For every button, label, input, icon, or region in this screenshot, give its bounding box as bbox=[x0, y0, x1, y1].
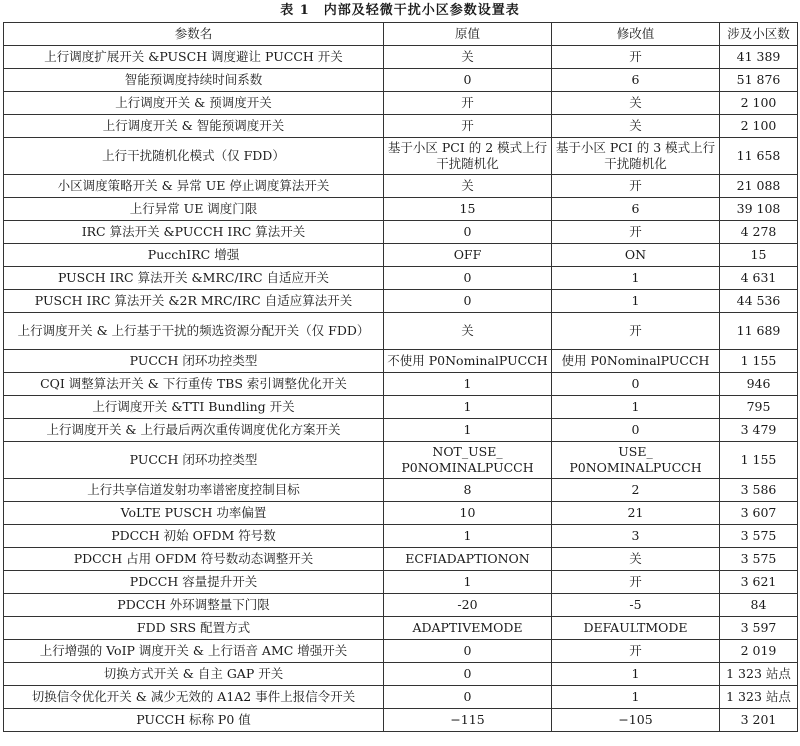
table-row bbox=[4, 198, 798, 221]
cell-count: 795 bbox=[720, 396, 798, 419]
cell-count: 15 bbox=[720, 244, 798, 267]
param-name: 上行增强的 VoIP 调度开关 & 上行语音 AMC 增强开关 bbox=[4, 640, 384, 663]
cell-count: 3 479 bbox=[720, 419, 798, 442]
table-row bbox=[4, 571, 798, 594]
param-name: 小区调度策略开关 & 异常 UE 停止调度算法开关 bbox=[4, 175, 384, 198]
cell-count: 2 100 bbox=[720, 92, 798, 115]
original-value: 1 bbox=[384, 571, 552, 594]
original-value: 1 bbox=[384, 525, 552, 548]
modified-value: 开 bbox=[552, 221, 720, 244]
table-row bbox=[4, 313, 798, 350]
modified-value: 0 bbox=[552, 419, 720, 442]
cell-count: 44 536 bbox=[720, 290, 798, 313]
table-row bbox=[4, 115, 798, 138]
cell-count: 39 108 bbox=[720, 198, 798, 221]
param-name: PDCCH 占用 OFDM 符号数动态调整开关 bbox=[4, 548, 384, 571]
header-cell-count: 涉及小区数 bbox=[720, 23, 798, 46]
modified-value: 2 bbox=[552, 479, 720, 502]
original-value: 0 bbox=[384, 267, 552, 290]
table-row bbox=[4, 525, 798, 548]
param-name: 上行调度开关 & 智能预调度开关 bbox=[4, 115, 384, 138]
original-value: 15 bbox=[384, 198, 552, 221]
param-name: PDCCH 容量提升开关 bbox=[4, 571, 384, 594]
table-row bbox=[4, 69, 798, 92]
original-value: ADAPTIVEMODE bbox=[384, 617, 552, 640]
cell-count: 3 586 bbox=[720, 479, 798, 502]
cell-count: 3 597 bbox=[720, 617, 798, 640]
table-row bbox=[4, 46, 798, 69]
table-row bbox=[4, 221, 798, 244]
param-name: PUCCH 标称 P0 值 bbox=[4, 709, 384, 732]
param-name: 上行调度开关 & 上行最后两次重传调度优化方案开关 bbox=[4, 419, 384, 442]
cell-count: 3 575 bbox=[720, 548, 798, 571]
original-value: ECFIADAPTIONON bbox=[384, 548, 552, 571]
param-name: 智能预调度持续时间系数 bbox=[4, 69, 384, 92]
modified-value: 开 bbox=[552, 640, 720, 663]
cell-count: 84 bbox=[720, 594, 798, 617]
original-value: OFF bbox=[384, 244, 552, 267]
parameter-table bbox=[3, 22, 798, 732]
cell-count: 21 088 bbox=[720, 175, 798, 198]
table-row bbox=[4, 617, 798, 640]
original-value: 0 bbox=[384, 686, 552, 709]
header-original-value: 原值 bbox=[384, 23, 552, 46]
table-row bbox=[4, 640, 798, 663]
cell-count: 4 278 bbox=[720, 221, 798, 244]
cell-count: 3 201 bbox=[720, 709, 798, 732]
table-row bbox=[4, 479, 798, 502]
param-name: PucchIRC 增强 bbox=[4, 244, 384, 267]
param-name: 上行调度开关 & 上行基于干扰的频选资源分配开关（仅 FDD） bbox=[4, 313, 384, 350]
param-name: PUSCH IRC 算法开关 &2R MRC/IRC 自适应算法开关 bbox=[4, 290, 384, 313]
modified-value: 关 bbox=[552, 548, 720, 571]
param-name: PUCCH 闭环功控类型 bbox=[4, 442, 384, 479]
original-value: 开 bbox=[384, 92, 552, 115]
header-modified-value: 修改值 bbox=[552, 23, 720, 46]
modified-value: USE_ P0NOMINALPUCCH bbox=[552, 442, 720, 479]
modified-value: 1 bbox=[552, 396, 720, 419]
original-value: −115 bbox=[384, 709, 552, 732]
table-row bbox=[4, 244, 798, 267]
modified-value: 0 bbox=[552, 373, 720, 396]
param-name: FDD SRS 配置方式 bbox=[4, 617, 384, 640]
original-value: 0 bbox=[384, 640, 552, 663]
modified-value: 开 bbox=[552, 313, 720, 350]
param-name: 切换方式开关 & 自主 GAP 开关 bbox=[4, 663, 384, 686]
original-value: 1 bbox=[384, 396, 552, 419]
modified-value: DEFAULTMODE bbox=[552, 617, 720, 640]
modified-value: -5 bbox=[552, 594, 720, 617]
param-name: 上行调度扩展开关 &PUSCH 调度避让 PUCCH 开关 bbox=[4, 46, 384, 69]
param-name: 上行调度开关 & 预调度开关 bbox=[4, 92, 384, 115]
table-row bbox=[4, 373, 798, 396]
original-value: 1 bbox=[384, 419, 552, 442]
cell-count: 1 323 站点 bbox=[720, 686, 798, 709]
cell-count: 3 621 bbox=[720, 571, 798, 594]
modified-value: 开 bbox=[552, 571, 720, 594]
header-param-name: 参数名 bbox=[4, 23, 384, 46]
table-row bbox=[4, 548, 798, 571]
original-value: 0 bbox=[384, 290, 552, 313]
original-value: 关 bbox=[384, 46, 552, 69]
table-row bbox=[4, 663, 798, 686]
original-value: 1 bbox=[384, 373, 552, 396]
modified-value: 1 bbox=[552, 686, 720, 709]
modified-value: 关 bbox=[552, 92, 720, 115]
param-name: PUCCH 闭环功控类型 bbox=[4, 350, 384, 373]
original-value: -20 bbox=[384, 594, 552, 617]
header-row bbox=[4, 23, 798, 46]
table-row bbox=[4, 290, 798, 313]
modified-value: 使用 P0NominalPUCCH bbox=[552, 350, 720, 373]
original-value: 0 bbox=[384, 69, 552, 92]
table-row bbox=[4, 138, 798, 175]
param-name: PUSCH IRC 算法开关 &MRC/IRC 自适应开关 bbox=[4, 267, 384, 290]
modified-value: 1 bbox=[552, 290, 720, 313]
modified-value: 1 bbox=[552, 267, 720, 290]
param-name: CQI 调整算法开关 & 下行重传 TBS 索引调整优化开关 bbox=[4, 373, 384, 396]
param-name: 切换信令优化开关 & 减少无效的 A1A2 事件上报信令开关 bbox=[4, 686, 384, 709]
original-value: 关 bbox=[384, 175, 552, 198]
table-row bbox=[4, 594, 798, 617]
cell-count: 1 155 bbox=[720, 350, 798, 373]
modified-value: 基于小区 PCI 的 3 模式上行干扰随机化 bbox=[552, 138, 720, 175]
param-name: PDCCH 外环调整量下门限 bbox=[4, 594, 384, 617]
original-value: 开 bbox=[384, 115, 552, 138]
modified-value: 开 bbox=[552, 46, 720, 69]
modified-value: 1 bbox=[552, 663, 720, 686]
modified-value: 21 bbox=[552, 502, 720, 525]
param-name: IRC 算法开关 &PUCCH IRC 算法开关 bbox=[4, 221, 384, 244]
param-name: VoLTE PUSCH 功率偏置 bbox=[4, 502, 384, 525]
param-name: 上行共享信道发射功率谱密度控制目标 bbox=[4, 479, 384, 502]
modified-value: −105 bbox=[552, 709, 720, 732]
param-name: PDCCH 初始 OFDM 符号数 bbox=[4, 525, 384, 548]
table-row bbox=[4, 419, 798, 442]
param-name: 上行调度开关 &TTI Bundling 开关 bbox=[4, 396, 384, 419]
original-value: 基于小区 PCI 的 2 模式上行干扰随机化 bbox=[384, 138, 552, 175]
table-row bbox=[4, 686, 798, 709]
table-caption: 表 1 内部及轻微干扰小区参数设置表 bbox=[280, 3, 520, 18]
original-value: 关 bbox=[384, 313, 552, 350]
cell-count: 2 019 bbox=[720, 640, 798, 663]
modified-value: 开 bbox=[552, 175, 720, 198]
cell-count: 11 689 bbox=[720, 313, 798, 350]
cell-count: 51 876 bbox=[720, 69, 798, 92]
cell-count: 4 631 bbox=[720, 267, 798, 290]
cell-count: 946 bbox=[720, 373, 798, 396]
original-value: 8 bbox=[384, 479, 552, 502]
original-value: NOT_USE_ P0NOMINALPUCCH bbox=[384, 442, 552, 479]
table-row bbox=[4, 267, 798, 290]
original-value: 0 bbox=[384, 221, 552, 244]
table-row bbox=[4, 396, 798, 419]
original-value: 10 bbox=[384, 502, 552, 525]
cell-count: 1 323 站点 bbox=[720, 663, 798, 686]
cell-count: 2 100 bbox=[720, 115, 798, 138]
modified-value: 6 bbox=[552, 198, 720, 221]
cell-count: 3 575 bbox=[720, 525, 798, 548]
param-name: 上行异常 UE 调度门限 bbox=[4, 198, 384, 221]
cell-count: 11 658 bbox=[720, 138, 798, 175]
modified-value: 关 bbox=[552, 115, 720, 138]
table-row bbox=[4, 175, 798, 198]
table-row bbox=[4, 442, 798, 479]
original-value: 不使用 P0NominalPUCCH bbox=[384, 350, 552, 373]
table-row bbox=[4, 92, 798, 115]
modified-value: 6 bbox=[552, 69, 720, 92]
modified-value: 3 bbox=[552, 525, 720, 548]
table-row bbox=[4, 350, 798, 373]
table-row bbox=[4, 502, 798, 525]
cell-count: 41 389 bbox=[720, 46, 798, 69]
modified-value: ON bbox=[552, 244, 720, 267]
cell-count: 3 607 bbox=[720, 502, 798, 525]
param-name: 上行干扰随机化模式（仅 FDD） bbox=[4, 138, 384, 175]
cell-count: 1 155 bbox=[720, 442, 798, 479]
table-row bbox=[4, 709, 798, 732]
original-value: 0 bbox=[384, 663, 552, 686]
